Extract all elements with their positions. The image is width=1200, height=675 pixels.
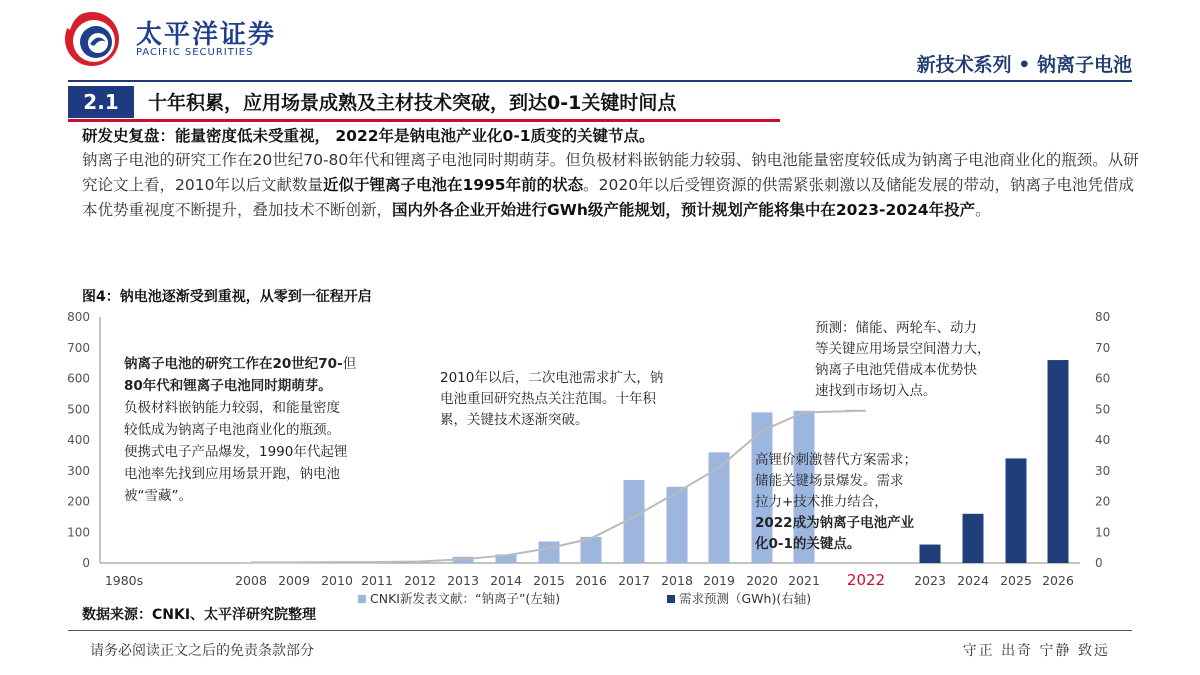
x-label-1980s: 1980s (104, 573, 144, 588)
header-divider (68, 80, 1132, 82)
annotation-2-line: 累，关键技术逐渐突破。 (440, 412, 589, 428)
x-tick-labels (105, 571, 1074, 589)
left-tick-label: 500 (67, 402, 90, 417)
x-label-2009: 2009 (278, 573, 310, 588)
legend-swatch-1 (358, 595, 366, 603)
annotation-4-line: 拉力+技术推力结合， (755, 494, 888, 510)
right-tick-label: 10 (1095, 525, 1111, 540)
x-label-2013: 2013 (447, 573, 479, 588)
figure-title: 图4：钠电池逐渐受到重视，从零到一征程开启 (82, 289, 372, 305)
right-tick-label: 30 (1095, 463, 1111, 478)
left-tick-label: 700 (67, 340, 90, 355)
demand-bar-2026 (1048, 360, 1069, 563)
x-label-2025: 2025 (1000, 573, 1032, 588)
cnki-bar-2019 (709, 452, 730, 563)
legend-label-2: 需求预测（GWh)(右轴) (679, 591, 812, 605)
left-tick-label: 600 (67, 371, 90, 386)
annotation-4-line: 高锂价刺激替代方案需求； (755, 452, 917, 468)
annotations-layer (124, 319, 991, 552)
demand-bar-2023 (920, 545, 941, 563)
demand-bar-2024 (963, 514, 984, 563)
annotation-3-line: 等关键应用场景空间潜力大， (815, 341, 991, 357)
annotation-2-line: 2010年以后，二次电池需求扩大，钠 (440, 370, 664, 386)
annotation-1-line: 负极材料嵌钠能力较弱，和能量密度 (124, 400, 340, 416)
section-title: 十年积累，应用场景成熟及主材技术突破，到达0-1关键时间点 (148, 92, 677, 114)
company-name: 太平洋证券 (136, 20, 277, 50)
legend-label-1: CNKI新发表文献：“钠离子”(左轴) (370, 591, 561, 605)
x-label-2019: 2019 (703, 573, 735, 588)
left-tick-label: 200 (67, 494, 90, 509)
x-label-2022: 2022 (846, 571, 886, 589)
annotation-1-line: 较低成为钠离子电池商业化的瓶颈。 (124, 422, 340, 438)
section-underline (68, 119, 780, 122)
right-tick-label: 0 (1095, 556, 1103, 570)
x-label-2021: 2021 (788, 573, 820, 588)
x-label-2017: 2017 (618, 573, 650, 588)
series-title: 新技术系列 • 钠离子电池 (916, 54, 1132, 76)
annotation-2-line: 电池重回研究热点关注范围。十年积 (440, 391, 656, 407)
company-motto: 守正 出奇 宁静 致远 (962, 643, 1110, 659)
right-tick-label: 20 (1095, 494, 1111, 509)
x-label-2016: 2016 (575, 573, 607, 588)
annotation-3-line: 钠离子电池凭借成本优势快 (815, 362, 977, 378)
demand-bar-2025 (1006, 458, 1027, 563)
legend (358, 591, 811, 605)
x-label-2020: 2020 (746, 573, 778, 588)
left-tick-label: 400 (67, 433, 90, 447)
left-tick-label: 300 (67, 463, 90, 478)
para-part-1: 钠离子电池的研究工作在20世纪70-80年代和锂离子电池同时期萌芽。但负极材料嵌钠能力较弱、钠电池能量密度较低成为钠离子电池商业化的瓶颈。从研究论文上看，2010年以后文献数量 (82, 151, 1139, 194)
footer-divider (68, 630, 1132, 631)
section-number: 2.1 (68, 86, 134, 118)
annotation-1-line: 便携式电子产品爆发，1990年代起锂 (124, 444, 348, 460)
x-label-2008: 2008 (235, 573, 267, 588)
annotation-4-line: 化0-1的关键点。 (755, 536, 861, 552)
lead-text: 研发史复盘：能量密度低未受重视， 2022年是钠电池产业化0-1质变的关键节点。 (82, 127, 655, 145)
x-label-2010: 2010 (321, 573, 353, 588)
right-tick-label: 60 (1095, 371, 1111, 386)
right-axis (1095, 310, 1110, 570)
annotation-4-line: 储能关键场景爆发。需求 (755, 473, 904, 489)
x-label-2012: 2012 (404, 573, 436, 588)
x-label-2026: 2026 (1042, 573, 1074, 588)
annotation-1-line: 电池率先找到应用场景开跑，钠电池 (124, 466, 340, 482)
x-label-2018: 2018 (661, 573, 693, 588)
x-label-2014: 2014 (490, 573, 522, 588)
sodium-battery-chart (0, 300, 1200, 605)
cnki-bar-2015 (539, 541, 560, 563)
right-tick-label: 40 (1095, 433, 1111, 447)
right-tick-label: 50 (1095, 402, 1111, 417)
annotation-3-line: 速找到市场切入点。 (815, 383, 937, 399)
body-paragraph (82, 148, 1142, 223)
annotation-3-line: 预测：储能、两轮车、动力 (815, 320, 977, 336)
x-label-2015: 2015 (533, 573, 565, 588)
left-tick-label: 100 (67, 525, 90, 540)
company-name-en: PACIFIC SECURITIES (136, 47, 254, 58)
annotation-4-line: 2022成为钠离子电池产业 (755, 515, 915, 531)
cnki-bar-2018 (667, 487, 688, 563)
legend-swatch-2 (667, 595, 675, 603)
annotation-1-line: 被“雪藏”。 (124, 488, 192, 504)
para-part-3: 。 (975, 201, 991, 219)
disclaimer-text: 请务必阅读正文之后的免责条款部分 (90, 643, 314, 659)
para-bold-1: 近似于锂离子电池在1995年前的状态 (322, 176, 584, 194)
annotation-1-tail: 但 (342, 356, 357, 372)
x-label-2023: 2023 (914, 573, 946, 588)
x-label-2011: 2011 (361, 573, 393, 588)
left-tick-label: 800 (67, 310, 90, 324)
data-source: 数据来源：CNKI、太平洋研究院整理 (82, 607, 317, 623)
left-tick-label: 0 (82, 556, 90, 570)
para-part-2: 。2020年以后受锂资源的供需紧张刺激以及储能发展的带动，钠离子电池凭借成本优势重视度不断提升，叠加技术不断创新， (82, 176, 1135, 219)
x-label-2024: 2024 (957, 573, 989, 588)
annotation-1-line: 钠离子电池的研究工作在20世纪70-但 (124, 356, 357, 372)
right-tick-label: 70 (1095, 340, 1111, 355)
right-tick-label: 80 (1095, 310, 1111, 324)
para-bold-2: 国内外各企业开始进行GWh级产能规划，预计规划产能将集中在2023-2024年投产 (392, 201, 976, 219)
annotation-1-line: 80年代和锂离子电池同时期萌芽。 (124, 378, 332, 394)
